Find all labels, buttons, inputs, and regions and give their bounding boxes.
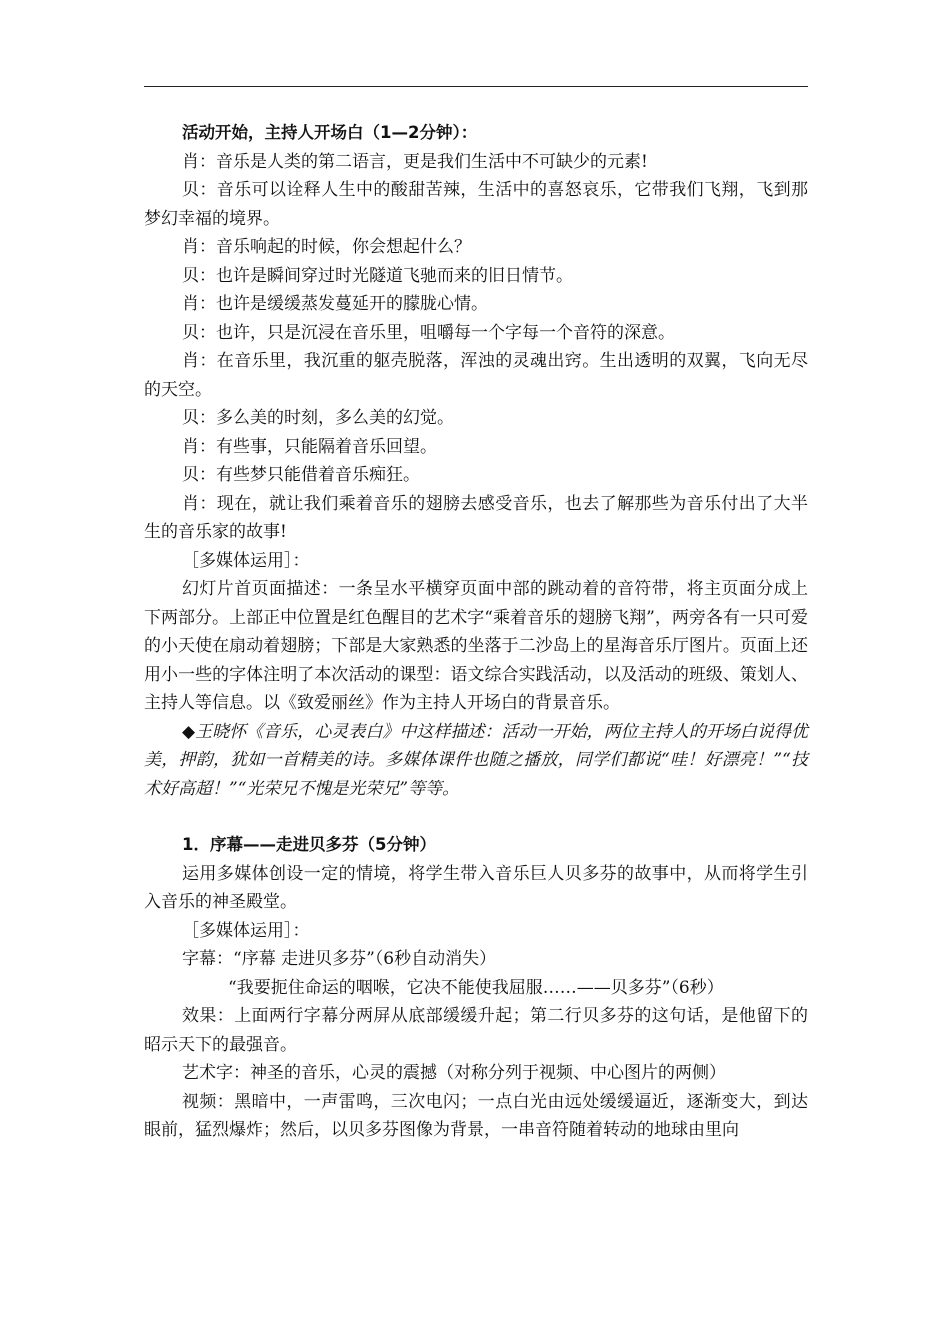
- dialogue-line: 贝：多么美的时刻，多么美的幻觉。: [182, 408, 454, 428]
- dialogue-line: 肖：有些事，只能隔着音乐回望。: [182, 436, 437, 457]
- review-quote: ◆王晓怀《音乐，心灵表白》中这样描述：活动一开始，两位主持人的开场白说得优美，押韵，犹如一首精美的诗。多媒体课件也随之播放，同学们都说“哇！好漂亮！”“技术好高超！”“光荣兄不愧是光荣兄”等等。: [144, 721, 808, 799]
- dialogue-line: 贝：也许是瞬间穿过时光隧道飞驰而来的旧日情节。: [182, 265, 573, 286]
- dialogue-line: 肖：音乐响起的时候，你会想起什么？: [182, 237, 471, 257]
- dialogue-line: 肖：也许是缓缓蒸发蔓延开的朦胧心情。: [182, 294, 488, 314]
- header-rule: [144, 86, 808, 87]
- dialogue-line: 肖：在音乐里，我沉重的躯壳脱落，浑浊的灵魂出窍。生出透明的双翼，飞向无尽的天空。: [144, 351, 808, 400]
- dialogue-line: 贝：音乐可以诠释人生中的酸甜苦辣，生活中的喜怒哀乐，它带我们飞翔，飞到那梦幻幸福的境界。: [144, 180, 808, 229]
- dialogue-line: 贝：有些梦只能借着音乐痴狂。: [182, 465, 420, 485]
- art-text-description: 艺术字：神圣的音乐，心灵的震撼（对称分列于视频、中心图片的两侧）: [182, 1063, 726, 1083]
- section1-heading: 1．序幕——走进贝多芬（5分钟）: [182, 835, 436, 854]
- caption-quote: “我要扼住命运的咽喉，它决不能使我屈服……——贝多芬”（6秒）: [228, 977, 724, 998]
- dialogue-line: 肖：音乐是人类的第二语言，更是我们生活中不可缺少的元素!: [182, 151, 648, 172]
- caption-line: 字幕：“序幕 走进贝多芬”（6秒自动消失）: [182, 949, 497, 969]
- document-body: [144, 119, 808, 1145]
- section1-media-label: ［多媒体运用］：: [182, 920, 310, 941]
- dialogue-line: 肖：现在，就让我们乘着音乐的翅膀去感受音乐，也去了解那些为音乐付出了大半生的音乐家的故事!: [144, 493, 808, 542]
- video-description: 视频：黑暗中，一声雷鸣，三次电闪；一点白光由远处缓缓逼近，逐渐变大，到达眼前，猛烈爆炸；然后，以贝多芬图像为背景，一串音符随着转动的地球由里向: [144, 1091, 808, 1140]
- section1-intro: 运用多媒体创设一定的情境，将学生带入音乐巨人贝多芬的故事中，从而将学生引入音乐的神圣殿堂。: [144, 863, 808, 912]
- section-spacer: [144, 803, 808, 831]
- effect-description: 效果：上面两行字幕分两屏从底部缓缓升起；第二行贝多芬的这句话，是他留下的昭示天下的最强音。: [144, 1006, 808, 1055]
- opening-heading: 活动开始，主持人开场白（1—2分钟）：: [182, 123, 478, 142]
- dialogue-line: 贝：也许，只是沉浸在音乐里，咀嚼每一个字每一个音符的深意。: [182, 322, 675, 343]
- media-label: ［多媒体运用］：: [182, 550, 310, 571]
- slide-description: 幻灯片首页面描述：一条呈水平横穿页面中部的跳动着的音符带，将主页面分成上下两部分。上部正中位置是红色醒目的艺术字“乘着音乐的翅膀飞翔”，两旁各有一只可爱的小天使在扇动着翅膀；下部是大家熟悉的坐落于二沙岛上的星海音乐厅图片。页面上还用小一些的字体注明了本次活动的课型：语文综合实践活动，以及活动的班级、策划人、主持人等信息。以《致爱丽丝》作为主持人开场白的背景音乐。: [144, 579, 808, 713]
